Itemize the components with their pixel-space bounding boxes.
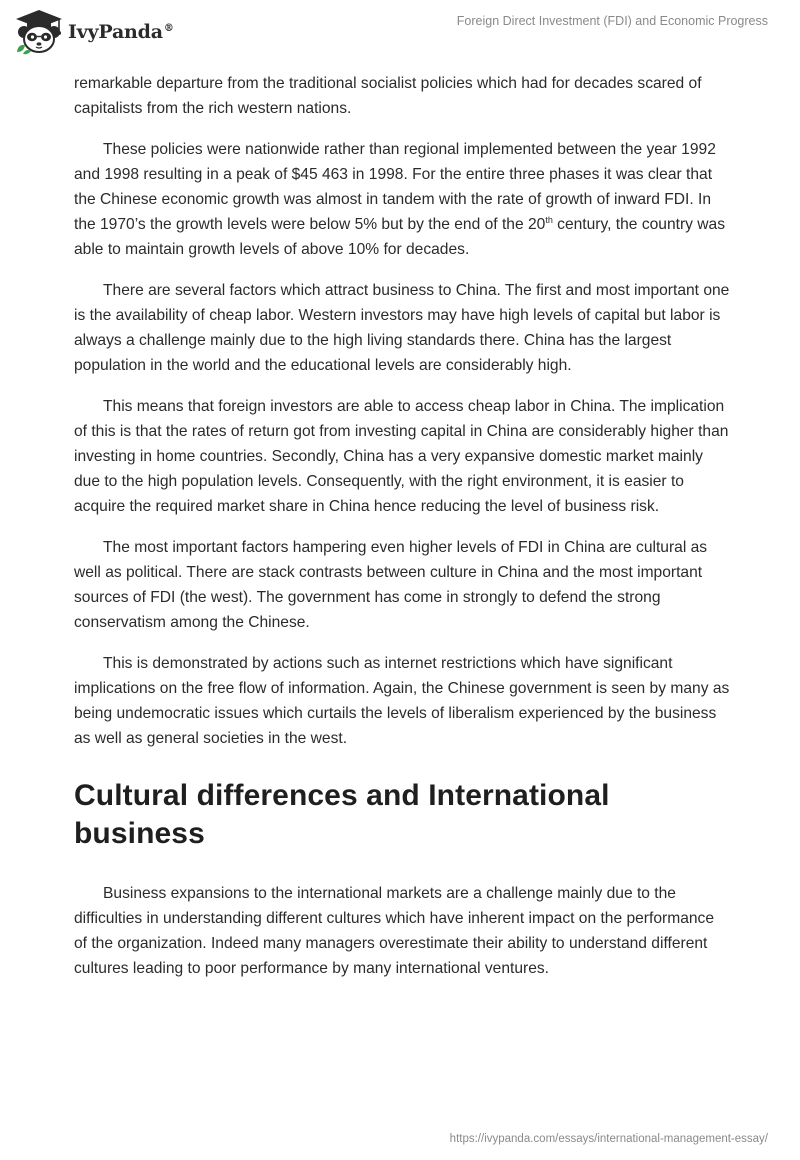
- source-url[interactable]: https://ivypanda.com/essays/international-management-essay/: [449, 1133, 768, 1145]
- ordinal-superscript: th: [545, 214, 553, 225]
- document-title: Foreign Direct Investment (FDI) and Economic Progress: [456, 14, 768, 28]
- essay-content: [74, 71, 730, 997]
- paragraph-2: [74, 137, 730, 262]
- paragraph-4: This means that foreign investors are able to access cheap labor in China. The implication of this is that the rates of return got from investing capital in China are considerably higher than investing in home countries. Secondly, China has a very expansive domestic market mainly due to the high population levels. Consequently, with the right environment, it is easier to acquire the required market share in China hence reducing the level of business risk.: [74, 398, 729, 515]
- page-header: [0, 0, 800, 70]
- logo[interactable]: [14, 8, 174, 56]
- paragraph-7: Business expansions to the international markets are a challenge mainly due to the difficulties in understanding different cultures which have inherent impact on the performance of the organization. Indeed many managers overestimate their ability to understand different cultures leading to poor performance by many international ventures.: [74, 885, 715, 977]
- paragraph-6: This is demonstrated by actions such as internet restrictions which have significant implications on the free flow of information. Again, the Chinese government is seen by many as being undemocratic issues which curtails the levels of liberalism experienced by the business as well as general societies in the west.: [74, 655, 730, 747]
- panda-graduate-icon: [14, 8, 64, 56]
- section-heading: Cultural differences and International business: [74, 779, 610, 850]
- paragraph-2-part-a: These policies were nationwide rather than regional implemented between the year 1992 and 1998 resulting in a peak of $45 463 in 1998. For the entire three phases it was clear that the Chinese economic growth was almost in tandem with the rate of growth of inward FDI. In the 1970’s the growth levels were below 5% but by the end of the 20: [74, 141, 716, 233]
- brand-name: IvyPanda®: [68, 21, 174, 43]
- paragraph-3: There are several factors which attract business to China. The first and most important one is the availability of cheap labor. Western investors may have high levels of capital but labor is always a challenge mainly due to the high living standards there. China has the largest population in the world and the educational levels are considerably high.: [74, 282, 730, 374]
- paragraph-1: remarkable departure from the traditional socialist policies which had for decades scared of capitalists from the rich western nations.: [74, 75, 702, 117]
- registered-mark: ®: [163, 22, 174, 34]
- paragraph-5: The most important factors hampering even higher levels of FDI in China are cultural as well as political. There are stack contrasts between culture in China and the most important sources of FDI (the west). The government has come in strongly to defend the strong conservatism among the Chinese.: [74, 539, 708, 631]
- paragraph-2-part-b: century, the country was able to maintain growth levels of above 10% for decades.: [74, 216, 726, 258]
